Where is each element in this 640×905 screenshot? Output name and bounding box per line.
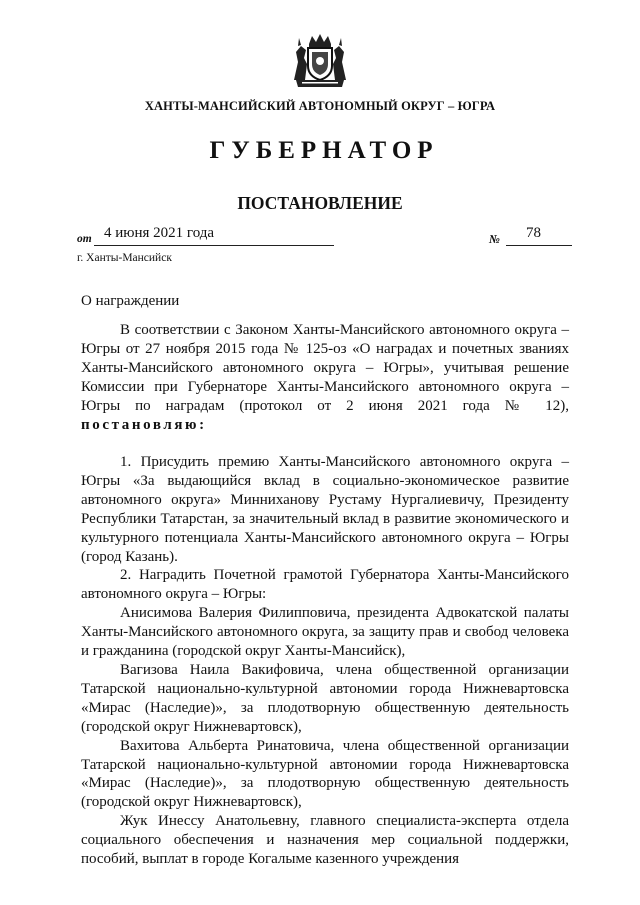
document-subject: О награждении [81,293,180,309]
document-type: ПОСТАНОВЛЕНИЕ [237,193,403,213]
document-date: 4 июня 2021 года [104,225,215,241]
clause-paragraph: Анисимова Валерия Филипповича, президента Адвокатской палаты Ханты-Мансийского автономного округа, за защиту прав и свобод человека и гражданина (городской округ Ханты-Мансийск), [81,605,569,660]
clause-paragraph: 1. Присудить премию Ханты-Мансийского автономного округа – Югры «За выдающийся вклад в социально-экономическое развитие автономного округа» Минниханову Рустаму Нургалиевичу, Президенту Республики Татарстан, за значительный вклад в развитие экономического и культурного потенциала Ханты-Мансийского автономного округа – Югры (город Казань). [81,454,569,565]
clause-paragraph: 2. Наградить Почетной грамотой Губернатора Ханты-Мансийского автономного округа – Югры: [81,567,569,603]
document-number: 78 [526,225,541,241]
number-label: № [489,232,500,246]
date-underline [94,245,334,246]
authority-title: ГУБЕРНАТОР [209,137,439,164]
coat-of-arms-icon [290,32,350,90]
number-underline [506,245,572,246]
clause-paragraph: Вагизова Наила Вакифовича, члена общественной организации Татарской национально-культурной автономии города Нижневартовска «Мирас (Наследие)», за плодотворную общественную деятельность (городской округ Нижневартовск), [81,661,569,735]
city-name: г. Ханты-Мансийск [77,252,172,264]
preamble [81,321,569,434]
preamble-paragraph [81,321,569,434]
preamble-text: В соответствии с Законом Ханты-Мансийского автономного округа – Югры от 27 ноября 2015 года № 125-оз «О наградах и почетных званиях Ханты-Мансийского автономного округа – Югры», учитывая решение Комиссии при Губернаторе Ханты-Мансийского автономного округа – Югры по наградам (протокол от 2 июня 2021 года № 12), [81,322,569,414]
resolve-word: постановляю: [81,416,207,433]
region-name: ХАНТЫ-МАНСИЙСКИЙ АВТОНОМНЫЙ ОКРУГ – ЮГРА [144,99,496,113]
date-label: от [77,233,92,245]
date-number-row [77,225,577,249]
clause-paragraph: Вахитова Альберта Ринатовича, члена общественной организации Татарской национально-культурной автономии города Нижневартовска «Мирас (Наследие)», за плодотворную общественную деятельность (городской округ Нижневартовск), [81,737,569,811]
clause-paragraph: Жук Инессу Анатольевну, главного специалиста-эксперта отдела социального обеспечения и назначения мер социальной поддержки, пособий, выплат в городе Когалыме казенного учреждения [81,813,569,868]
decree-clauses [81,453,569,869]
